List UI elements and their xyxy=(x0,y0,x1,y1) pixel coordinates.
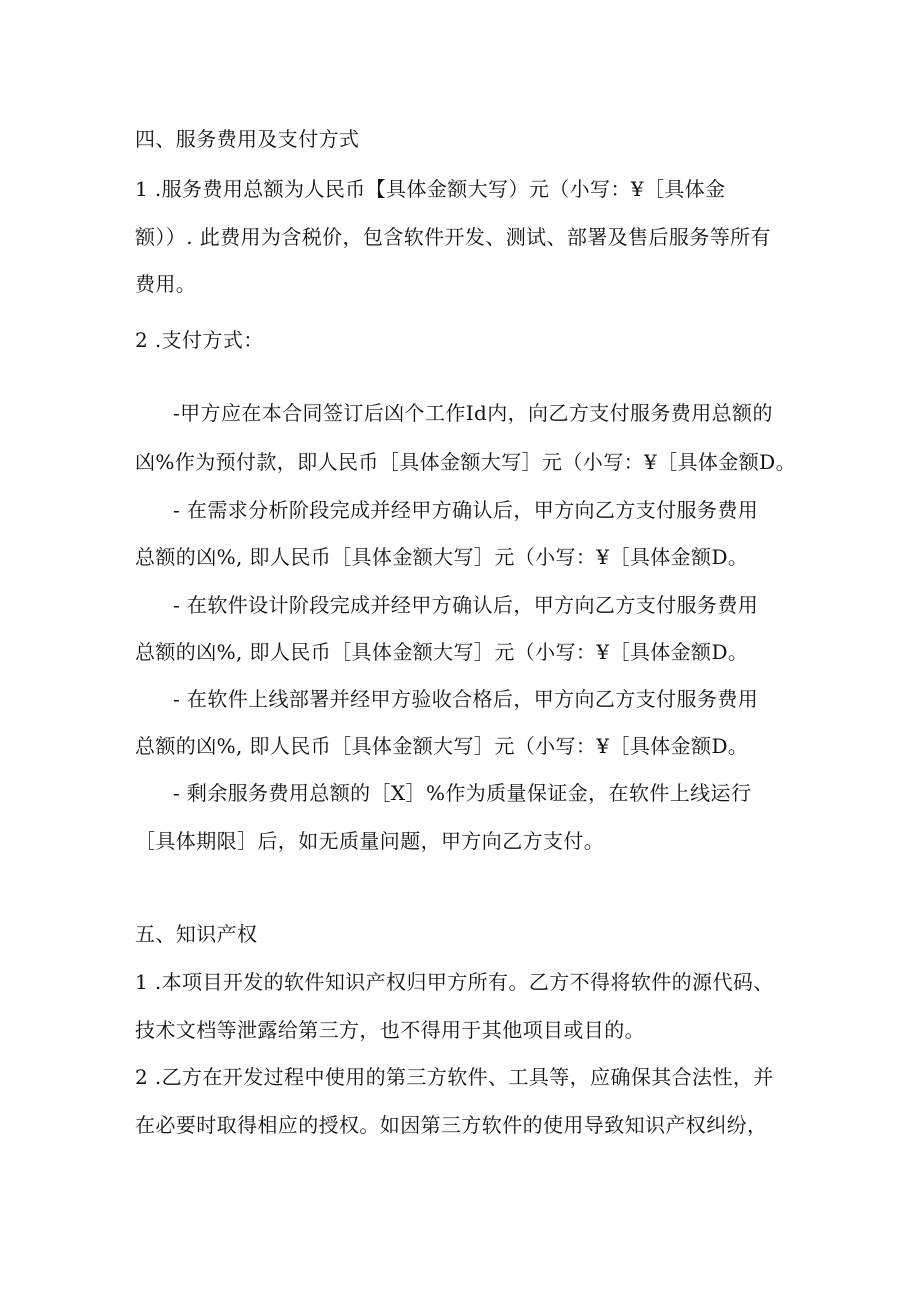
paragraph-line: 1 .服务费用总额为人民币【具体金额大写）元（小写：¥［具体金 xyxy=(135,177,726,201)
paragraph-line: ［具体期限］后，如无质量问题，甲方向乙方支付。 xyxy=(135,829,605,853)
paragraph-line: 在必要时取得相应的授权。如因第三方软件的使用导致知识产权纠纷， xyxy=(135,1113,768,1137)
payment-method-title: 2 .支付方式： xyxy=(135,328,264,352)
section-4-heading: 四、服务费用及支付方式 xyxy=(135,127,360,151)
paragraph-line: 技术文档等泄露给第三方，也不得用于其他项目或目的。 xyxy=(135,1018,645,1042)
section-5-heading: 五、知识产权 xyxy=(135,922,258,946)
paragraph-line: 2 .乙方在开发过程中使用的第三方软件、工具等，应确保其合法性，并 xyxy=(135,1065,774,1089)
paragraph-line: - 在软件上线部署并经甲方验收合格后，甲方向乙方支付服务费用 xyxy=(173,687,759,711)
paragraph-line: - 剩余服务费用总额的［X］%作为质量保证金，在软件上线运行 xyxy=(173,781,752,805)
paragraph-line: 总额的凶%, 即人民币［具体金额大写］元（小写：¥［具体金额D。 xyxy=(135,640,749,664)
paragraph-line: 凶%作为预付款，即人民币［具体金额大写］元（小写：¥［具体金额D。 xyxy=(135,450,796,474)
paragraph-line: 总额的凶%, 即人民币［具体金额大写］元（小写：¥［具体金额D。 xyxy=(135,734,749,758)
paragraph-line: 额））. 此费用为含税价，包含软件开发、测试、部署及售后服务等所有 xyxy=(135,225,771,249)
paragraph-line: - 在需求分析阶段完成并经甲方确认后，甲方向乙方支付服务费用 xyxy=(173,498,759,522)
paragraph-line: -甲方应在本合同签订后凶个工作Id内，向乙方支付服务费用总额的 xyxy=(173,401,773,425)
paragraph-line: - 在软件设计阶段完成并经甲方确认后，甲方向乙方支付服务费用 xyxy=(173,593,759,617)
paragraph-line: 费用。 xyxy=(135,272,197,296)
paragraph-line: 1 .本项目开发的软件知识产权归甲方所有。乙方不得将软件的源代码、 xyxy=(135,970,774,994)
paragraph-line: 总额的凶%, 即人民币［具体金额大写］元（小写：¥［具体金额D。 xyxy=(135,545,749,569)
